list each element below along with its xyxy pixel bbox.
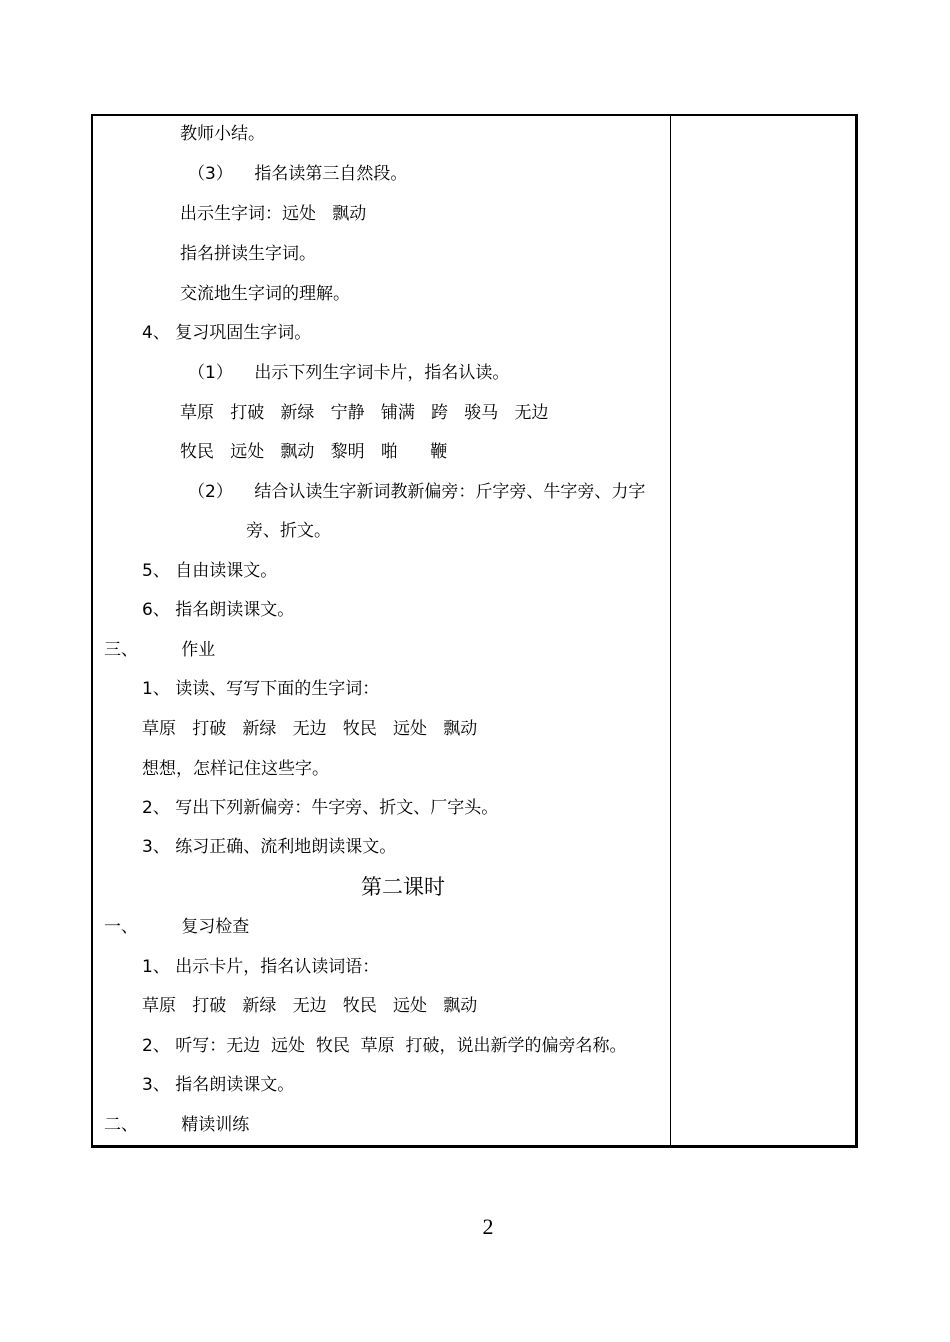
text-line: （3） 指名读第三自然段。 [188,164,408,184]
section-heading: 一、 复习检查 [104,917,250,937]
text-line: 出示生字词：远处 飘动 [180,204,367,224]
lesson-table [91,114,858,1148]
text-line: 草原 打破 新绿 无边 牧民 远处 飘动 [142,996,478,1016]
lesson-title: 第二课时 [361,875,445,899]
text-line: 2、 写出下列新偏旁：牛字旁、折文、厂字头。 [142,798,499,818]
text-line: 3、 指名朗读课文。 [142,1075,295,1095]
text-line: 3、 练习正确、流利地朗读课文。 [142,837,397,857]
text-line: 草原 打破 新绿 无边 牧民 远处 飘动 [142,719,478,739]
section-heading: 三、 作业 [104,640,216,660]
text-line: 交流地生字词的理解。 [180,284,350,304]
section-heading: 二、 精读训练 [104,1115,250,1135]
text-line: 4、 复习巩固生字词。 [142,323,312,343]
text-line: （2） 结合认读生字新词教新偏旁：斤字旁、牛字旁、力字 [188,482,646,502]
page-number: 2 [482,1214,494,1239]
text-line: 草原 打破 新绿 宁静 铺满 跨 骏马 无边 [180,403,549,423]
text-line: 想想，怎样记住这些字。 [142,759,329,779]
text-line: 2、 听写：无边 远处 牧民 草原 打破，说出新学的偏旁名称。 [142,1036,627,1056]
text-line: 牧民 远处 飘动 黎明 啪 鞭 [180,442,448,462]
text-line: 旁、折文。 [246,521,331,541]
column-divider [670,114,671,1148]
text-line: 1、 读读、写写下面的生字词： [142,679,380,699]
text-line: （1） 出示下列生字词卡片，指名认读。 [188,363,510,383]
text-line: 指名拼读生字词。 [180,244,316,264]
text-line: 教师小结。 [180,124,265,144]
text-line: 5、 自由读课文。 [142,561,278,581]
text-line: 1、 出示卡片，指名认读词语： [142,957,380,977]
text-line: 6、 指名朗读课文。 [142,600,295,620]
